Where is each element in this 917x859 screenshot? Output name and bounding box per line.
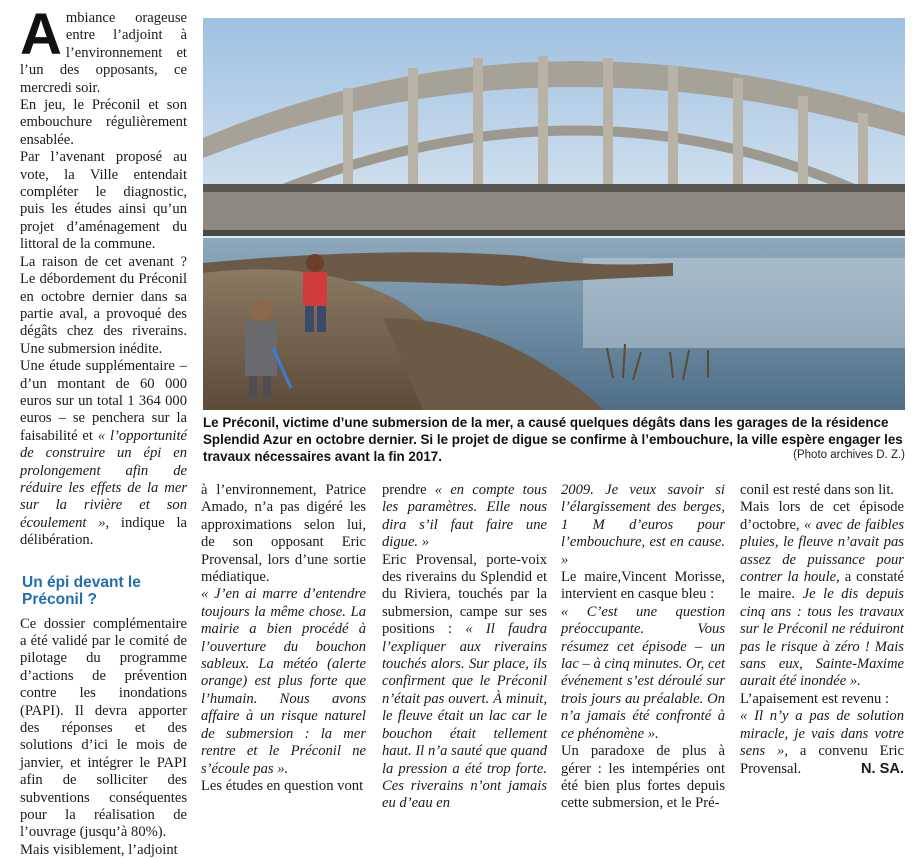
paragraph: En jeu, le Préconil et son embouchure régulièrement ensablée.: [20, 97, 187, 148]
drop-cap: A: [20, 2, 62, 67]
author-signature: N. SA.: [861, 760, 904, 777]
paragraph: « Il n’y a pas de solution miracle, je vais dans votre sens », a convenu Eric Provensal. N. SA.: [740, 708, 904, 777]
paragraph: La raison de cet avenant ? Le débordement du Préconil en octobre dernier dans sa partie aval, a provoqué des dégâts chez des riverains. Une submersion inédite.: [20, 253, 187, 357]
paragraph: Mais lors de cet épisode d’octobre, « avec de faibles pluies, le fleuve n’avait pas assez de puissance pour contrer la houle, a constaté le maire. Je le dis depuis cinq ans : tous les travaux sur le Préconil ne réduiront pas le risque à zéro ! Mais sans eux, Sainte-Maxime aurait été inondée ».: [740, 499, 904, 690]
article-column-1: [20, 2, 187, 859]
article-column-4: [561, 482, 725, 813]
paragraph: prendre « en compte tous les paramètres. Elle nous dira s’il faut faire une digue. »: [382, 482, 547, 551]
paragraph: L’apaisement est revenu :: [740, 690, 889, 707]
paragraph: à l’environnement, Patrice Amado, n’a pas digéré les approximations selon lui, de son opposant Eric Provensal, lors d’une sortie médiatique.: [201, 482, 366, 586]
lead-paragraph: Ambiance orageuse entre l’adjoint à l’environnement et l’un des opposants, ce mercredi soir.: [20, 2, 187, 96]
quote-paragraph: « C’est une question préoccupante. Vous résumez cet épisode – un lac – à cinq minutes. Or, cet événement s’est déroulé sur trois jours au préalable. On n’a jamais été confronté à ce phénomène ».: [561, 603, 725, 742]
article-column-5: [740, 482, 904, 778]
quote-paragraph: 2009. Je veux savoir si l’élargissement des berges, 1 M d’euros pour l’embouchure, est en cause. »: [561, 482, 725, 568]
article-photo: [203, 18, 905, 410]
paragraph: Ce dossier complémentaire a été validé par le comité de pilotage du programme d’actions de prévention contre les inondations (PAPI). Il devra apporter des réponses et des solutions d’ici le mois de janvier, et intégrer le PAPI afin de solliciter des subventions conséquentes pour la réalisation de l’ouvrage (jusqu’à 80%).: [20, 615, 187, 841]
photo-credit: (Photo archives D. Z.): [793, 449, 905, 461]
paragraph: Mais visiblement, l’adjoint: [20, 841, 178, 858]
article-column-3: [382, 482, 547, 813]
photo-caption: Le Préconil, victime d’une submersion de la mer, a causé quelques dégâts dans les garages de la résidence Splendid Azur en octobre dernier. Si le projet de digue se confirme à l’embouchure, la ville espère engager les travaux nécessaires avant la fin 2017.: [203, 415, 903, 464]
article-column-2: [201, 482, 366, 795]
paragraph: Une étude supplémentaire – d’un montant de 60 000 euros sur un total 1 364 000 euros – se penchera sur la faisabilité et « l’opportunité de construire un épi en prolongement afin de réduire les effets de la mer sur la rivière et son écoulement », indique la délibération.: [20, 358, 187, 549]
section-subheading: Un épi devant le Préconil ?: [22, 573, 141, 608]
paragraph: Un paradoxe de plus à gérer : les intempéries ont été bien plus fortes depuis cette submersion, et le Pré-: [561, 743, 725, 812]
paragraph: Par l’avenant proposé au vote, la Ville entendait compléter le diagnostic, puis les études ainsi qu’un projet d’aménagement du littoral de la commune.: [20, 149, 187, 253]
paragraph: Les études en question vont: [201, 777, 364, 794]
bridge-river-photo: [203, 18, 905, 410]
paragraph: Le maire,Vincent Morisse, intervient en casque bleu :: [561, 569, 725, 603]
quote-paragraph: « J’en ai marre d’entendre toujours la même chose. La mairie a bien procédé à l’ouverture du bouchon sableux. La météo (alerte orange) est plus forte que l’humain. Nous avons affaire à un risque naturel de submersion : la mer rentre et le Préconil ne s’écoule pas ».: [201, 586, 366, 777]
paragraph: Eric Provensal, porte-voix des riverains du Splendid et du Riviera, touchés par la submersion, campe sur ses positions : « Il faudra l’expliquer aux riverains touchés alors. Sur place, ils confirment que le Préconil n’était pas ouvert. À minuit, le fleuve était un lac car le bouchon était tellement haut. Il n’a sauté que quand la pression a été trop forte. Ces riverains n’ont jamais eu d’eau en: [382, 551, 547, 812]
paragraph: conil est resté dans son lit.: [740, 482, 895, 498]
